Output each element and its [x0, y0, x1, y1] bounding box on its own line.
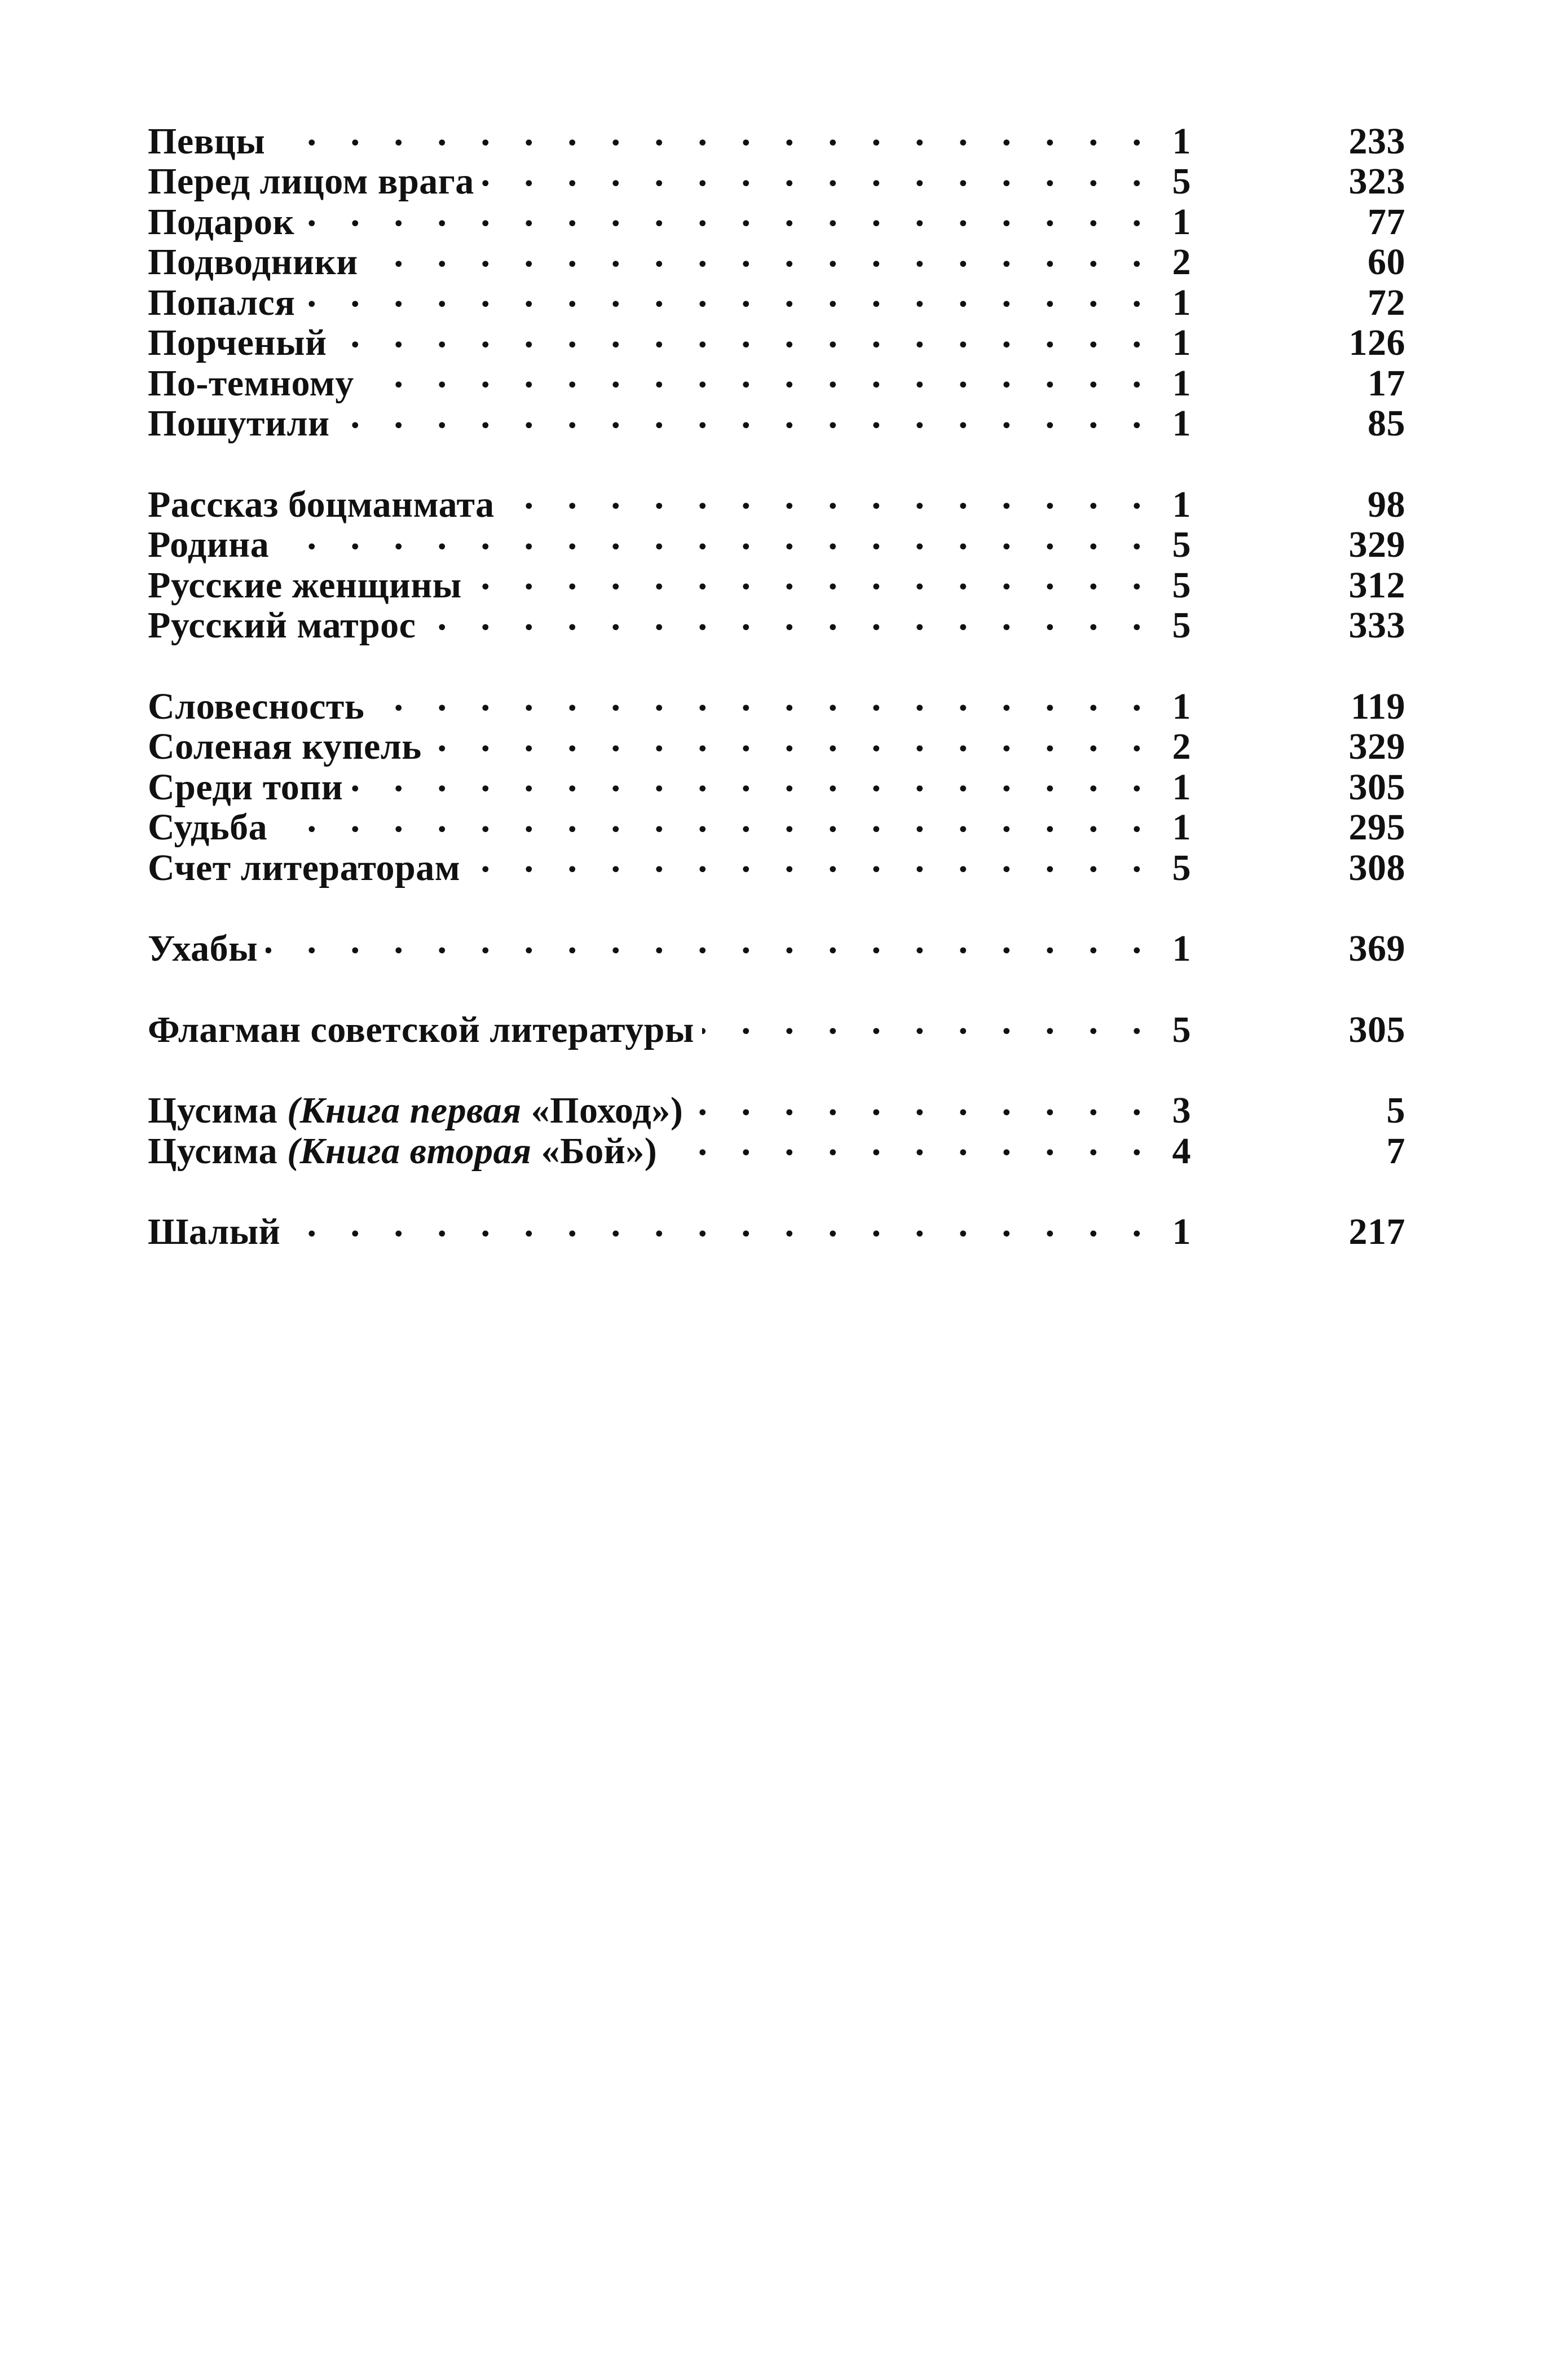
- entry-title-main: Цусима: [148, 1130, 278, 1172]
- entry-volume: 5: [1172, 847, 1191, 888]
- entry-volume: 1: [1172, 281, 1191, 323]
- entry-title: Счет литераторам: [148, 847, 461, 888]
- entry-title: Соленая купель: [148, 726, 422, 767]
- index-group-sh: [148, 1204, 1405, 1252]
- entry-subtitle-close-paren: ): [670, 1090, 684, 1131]
- index-entry: [148, 1001, 1405, 1050]
- leader-dots: [470, 557, 1154, 597]
- entry-page: 233: [1348, 120, 1405, 162]
- entry-volume: 1: [1172, 928, 1191, 969]
- leader-dots: [691, 1083, 1154, 1123]
- leader-dots: [266, 921, 1154, 961]
- index-group-s: [148, 678, 1405, 888]
- leader-dots: [273, 113, 1154, 153]
- entry-title: Русский матрос: [148, 605, 416, 646]
- entry-volume: 4: [1172, 1130, 1191, 1172]
- entry-title: Подводники: [148, 241, 358, 283]
- entry-volume: 1: [1172, 807, 1191, 848]
- entry-volume: 5: [1172, 605, 1191, 646]
- index-entry: [148, 476, 1405, 525]
- entry-title: Подарок: [148, 201, 295, 243]
- entry-volume: 1: [1172, 120, 1191, 162]
- leader-dots: [338, 395, 1154, 436]
- entry-title-main: Цусима: [148, 1090, 278, 1131]
- entry-title: [148, 1090, 683, 1131]
- entry-subtitle-close-paren: ): [644, 1130, 658, 1172]
- leader-dots: [351, 759, 1154, 799]
- leader-dots: [303, 274, 1154, 315]
- entry-volume: 1: [1172, 403, 1191, 444]
- index-group-f: [148, 1001, 1405, 1050]
- index-group-r: [148, 476, 1405, 646]
- entry-page: 72: [1368, 281, 1405, 323]
- index-entry: [148, 113, 1405, 162]
- index-group-ts: [148, 1083, 1405, 1172]
- entry-subtitle-quote: «Поход»: [531, 1090, 671, 1131]
- entry-title: Порченый: [148, 322, 327, 363]
- leader-dots: [424, 597, 1154, 638]
- entry-subtitle: Книга вторая: [299, 1130, 532, 1172]
- entry-page: 98: [1368, 483, 1405, 525]
- leader-dots: [277, 517, 1154, 557]
- entry-page: 119: [1351, 685, 1405, 727]
- entry-page: 217: [1348, 1211, 1405, 1252]
- entry-subtitle-open-paren: (: [287, 1090, 300, 1131]
- entry-subtitle-open-paren: (: [287, 1130, 300, 1172]
- entry-title: Пошутили: [148, 403, 330, 444]
- leader-dots: [302, 193, 1154, 234]
- entry-volume: 1: [1172, 201, 1191, 243]
- entry-volume: 3: [1172, 1090, 1191, 1131]
- index-group-u: [148, 921, 1405, 969]
- leader-dots: [288, 1204, 1154, 1244]
- entry-page: 77: [1368, 201, 1405, 243]
- leader-dots: [362, 355, 1154, 395]
- index-entry: [148, 921, 1405, 969]
- index-entry: [148, 1083, 1405, 1131]
- entry-volume: 5: [1172, 1009, 1191, 1050]
- index-group-p: [148, 113, 1405, 444]
- entry-volume: 1: [1172, 766, 1191, 808]
- entry-volume: 1: [1172, 483, 1191, 525]
- entry-page: 7: [1386, 1130, 1405, 1172]
- entry-title: Словесность: [148, 685, 365, 727]
- entry-page: 85: [1368, 403, 1405, 444]
- entry-title: [148, 1131, 657, 1172]
- leader-dots: [335, 315, 1154, 355]
- leader-dots: [702, 1001, 1154, 1042]
- entry-page: 305: [1348, 1009, 1405, 1050]
- entry-title: Перед лицом врага: [148, 161, 474, 202]
- entry-page: 305: [1348, 766, 1405, 808]
- entry-volume: 5: [1172, 161, 1191, 202]
- entry-volume: 2: [1172, 241, 1191, 283]
- entry-page: 369: [1348, 928, 1405, 969]
- leader-dots: [366, 234, 1154, 275]
- entry-title: Русские женщины: [148, 564, 462, 606]
- entry-page: 329: [1348, 726, 1405, 767]
- entry-title: Рассказ боцманмата: [148, 483, 495, 525]
- leader-dots: [430, 719, 1154, 759]
- leader-dots: [275, 799, 1154, 840]
- entry-volume: 5: [1172, 564, 1191, 606]
- entry-subtitle: Книга первая: [299, 1090, 522, 1131]
- leader-dots: [372, 678, 1154, 719]
- leader-dots: [502, 476, 1154, 517]
- entry-page: 60: [1368, 241, 1405, 283]
- entry-title: Среди топи: [148, 766, 343, 808]
- entry-title: Судьба: [148, 807, 268, 848]
- entry-volume: 1: [1172, 685, 1191, 727]
- leader-dots: [468, 839, 1154, 880]
- entry-page: 329: [1348, 524, 1405, 565]
- entry-page: 323: [1348, 161, 1405, 202]
- entry-title: Ухабы: [148, 928, 258, 969]
- entry-page: 312: [1348, 564, 1405, 606]
- entry-page: 126: [1348, 322, 1405, 363]
- entry-volume: 1: [1172, 1211, 1191, 1252]
- leader-dots: [482, 153, 1154, 194]
- entry-volume: 2: [1172, 726, 1191, 767]
- entry-page: 5: [1386, 1090, 1405, 1131]
- index-entry: [148, 1204, 1405, 1252]
- entry-page: 295: [1348, 807, 1405, 848]
- entry-volume: 1: [1172, 322, 1191, 363]
- entry-title: Попался: [148, 281, 296, 323]
- entry-title: По-темному: [148, 362, 354, 404]
- entry-volume: 5: [1172, 524, 1191, 565]
- entry-page: 333: [1348, 605, 1405, 646]
- entry-subtitle-quote: «Бой»: [541, 1130, 645, 1172]
- leader-dots: [665, 1123, 1154, 1163]
- entry-page: 308: [1348, 847, 1405, 888]
- entry-title: Певцы: [148, 120, 266, 162]
- entry-title: Флагман советской литературы: [148, 1009, 694, 1050]
- entry-title: Шалый: [148, 1211, 281, 1252]
- entry-page: 17: [1368, 362, 1405, 404]
- entry-title: Родина: [148, 524, 270, 565]
- contents-index: [148, 113, 1405, 1252]
- entry-volume: 1: [1172, 362, 1191, 404]
- index-entry: [148, 678, 1405, 727]
